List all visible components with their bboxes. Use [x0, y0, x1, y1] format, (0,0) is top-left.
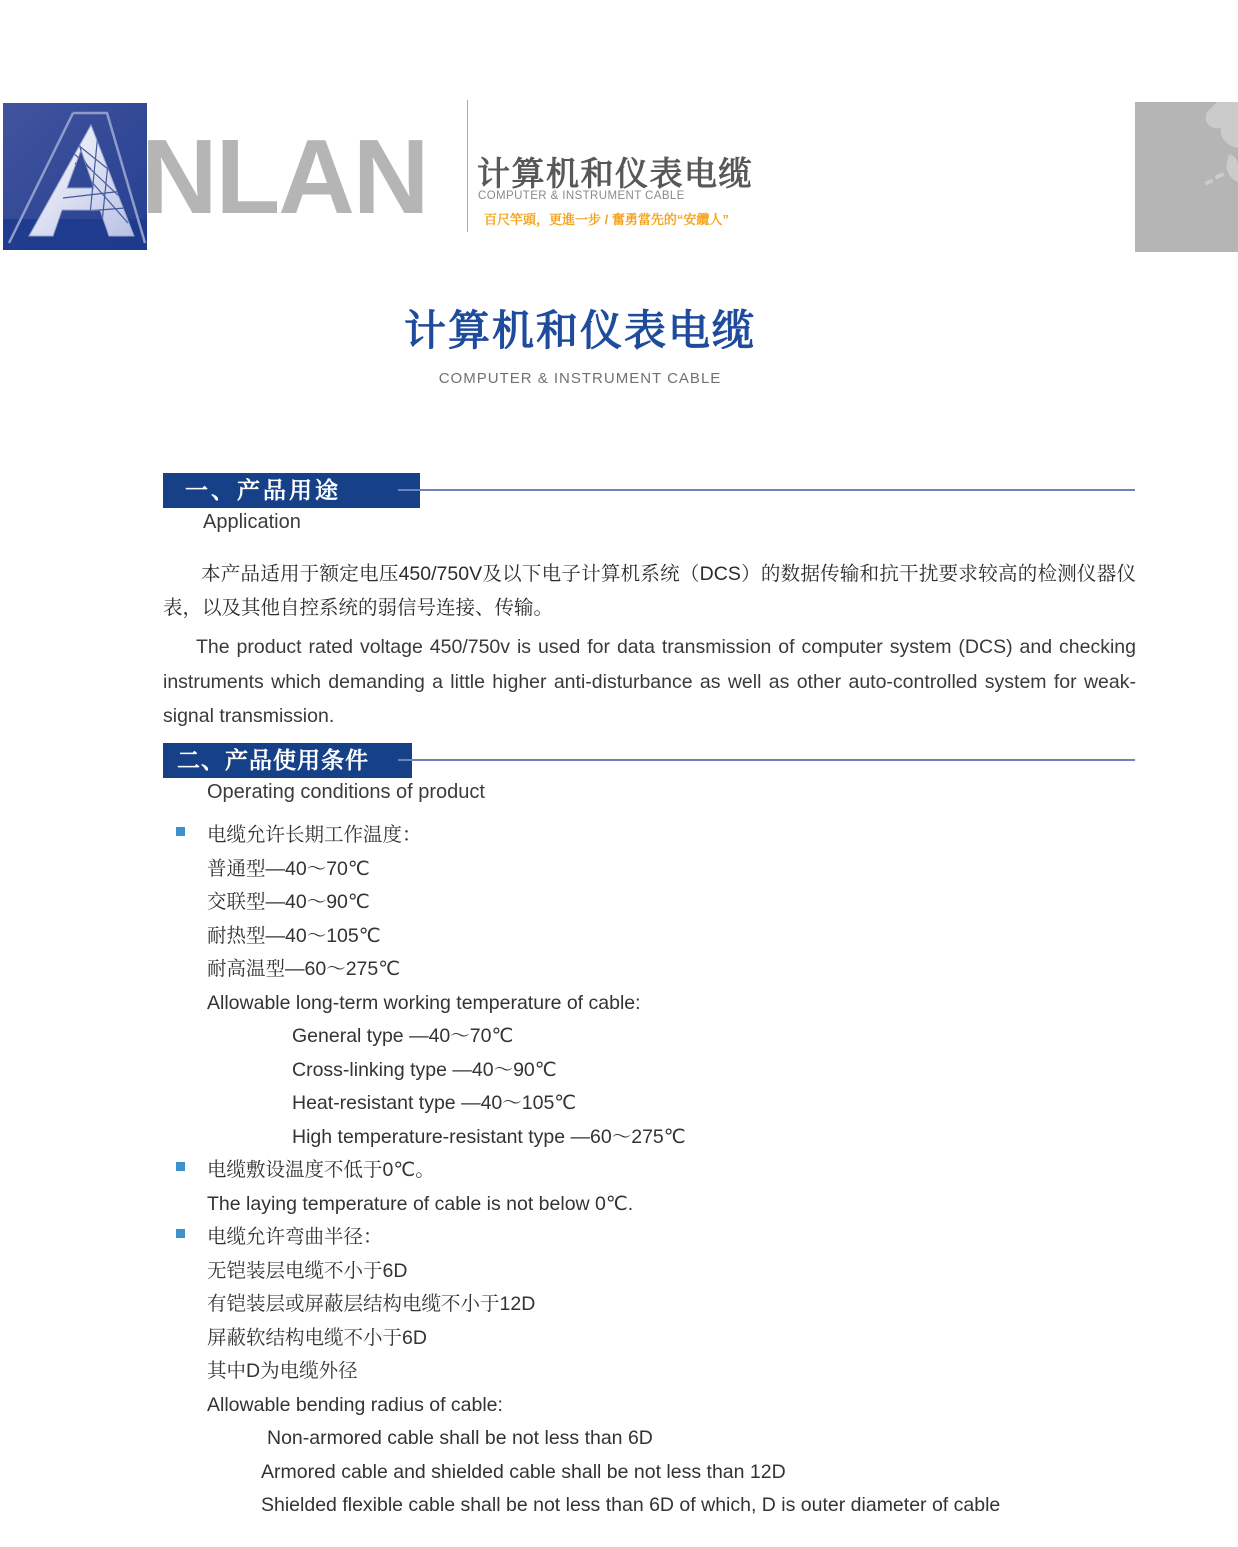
list-item: [0, 1354, 1238, 1388]
list-item-text: 电缆允许长期工作温度：: [207, 824, 422, 846]
page-title: 计算机和仪表电缆: [403, 307, 756, 354]
list-item: [0, 1220, 1238, 1254]
list-item-text: 耐热型—40～105℃: [207, 925, 381, 947]
list-item: [0, 818, 1238, 852]
list-item-text: The laying temperature of cable is not below 0℃.: [207, 1193, 634, 1215]
list-item-text: Allowable long-term working temperature of cable:: [207, 992, 641, 1014]
list-item-text: 电缆允许弯曲半径：: [207, 1226, 383, 1248]
list-item-text: Armored cable and shielded cable shall be not less than 12D: [261, 1461, 786, 1483]
page-subtitle: COMPUTER & INSTRUMENT CABLE: [438, 370, 722, 387]
list-item-text: 普通型—40～70℃: [207, 858, 370, 880]
list-item: [0, 1053, 1238, 1087]
list-item: [0, 1488, 1238, 1522]
list-item-text: 有铠装层或屏蔽层结构电缆不小于12D: [207, 1293, 536, 1315]
list-item-text: Allowable bending radius of cable:: [207, 1394, 503, 1416]
list-item: [0, 1153, 1238, 1187]
section2-heading-en: Operating conditions of product: [207, 781, 485, 803]
list-item-text: Heat-resistant type —40～105℃: [292, 1092, 577, 1114]
list-item: [0, 852, 1238, 886]
bullet-square-icon: [176, 1162, 185, 1171]
list-item: [0, 1455, 1238, 1489]
list-item: [0, 986, 1238, 1020]
section1-heading-en: Application: [203, 511, 301, 533]
list-item: [0, 1120, 1238, 1154]
section2-heading: 二、产品使用条件: [163, 743, 412, 778]
header-divider: [467, 100, 468, 232]
list-item-text: 屏蔽软结构电缆不小于6D: [207, 1327, 427, 1349]
list-item-text: 交联型—40～90℃: [207, 891, 370, 913]
list-item-text: 无铠装层电缆不小于6D: [207, 1260, 408, 1282]
list-item: [0, 919, 1238, 953]
section1-heading: 一、产品用途: [163, 473, 420, 508]
list-item: [0, 1187, 1238, 1221]
list-item-text: Shielded flexible cable shall be not less than 6D of which, D is outer diameter of cable: [261, 1494, 1001, 1516]
list-item-text: 其中D为电缆外径: [207, 1360, 358, 1382]
list-item: [0, 1421, 1238, 1455]
list-item-text: Non-armored cable shall be not less than 6D: [267, 1427, 653, 1449]
application-paragraph-zh: 本产品适用于额定电压450/750V及以下电子计算机系统（DCS）的数据传输和抗干扰要求较高的检测仪器仪表，以及其他自控系统的弱信号连接、传输。: [163, 563, 1136, 619]
list-item: [0, 1321, 1238, 1355]
bullet-square-icon: [176, 827, 185, 836]
list-item: [0, 952, 1238, 986]
list-item: [0, 1086, 1238, 1120]
list-item-text: Cross-linking type —40～90℃: [292, 1059, 557, 1081]
header-product-title-en: COMPUTER & INSTRUMENT CABLE: [478, 190, 685, 202]
list-item: [0, 1254, 1238, 1288]
list-item-text: 电缆敷设温度不低于0℃。: [207, 1159, 435, 1181]
list-item-text: General type —40～70℃: [292, 1025, 514, 1047]
list-item: [0, 1388, 1238, 1422]
list-item-text: 耐高温型—60～275℃: [207, 958, 401, 980]
anlan-logo-icon: [3, 103, 147, 250]
section1-rule: [398, 489, 1135, 491]
list-item: [0, 885, 1238, 919]
leaf-decoration-icon: [1135, 102, 1238, 252]
application-paragraph-en: The product rated voltage 450/750v is used for data transmission of computer system (DCS) and checking instruments which demanding a little higher anti-disturbance as well as other auto-controlled system for weak-signal transmission.: [163, 636, 1136, 727]
section2-rule: [398, 759, 1135, 761]
list-item: [0, 1019, 1238, 1053]
header-product-title-zh: 计算机和仪表电缆: [477, 155, 753, 192]
page-title-block: [0, 298, 1160, 387]
bullet-square-icon: [176, 1229, 185, 1238]
list-item-text: High temperature-resistant type —60～275℃: [292, 1126, 686, 1148]
list-item: [0, 1287, 1238, 1321]
brand-wordmark: NLAN: [141, 118, 428, 236]
header-slogan: 百尺竿頭，更進一步 / 奮勇當先的“安纜人”: [484, 212, 729, 227]
